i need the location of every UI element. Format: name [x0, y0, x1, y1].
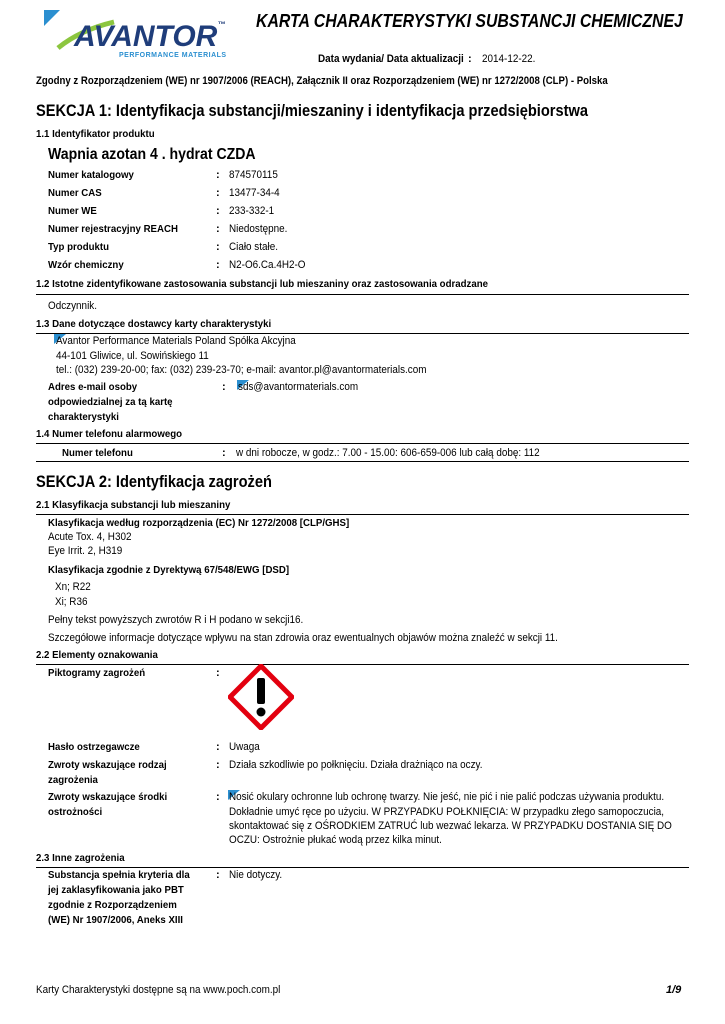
date-value: 2014-12-22. [482, 53, 536, 65]
pbt-value: Nie dotyczy. [229, 869, 283, 881]
logo-word: AVANTOR™ [74, 20, 226, 53]
supplier-address: 44-101 Gliwice, ul. Sowińskiego 11 [56, 350, 209, 362]
field-label: Numer katalogowy [48, 169, 134, 181]
use-text: Odczynnik. [48, 300, 97, 312]
divider [36, 514, 689, 515]
signal-word-value: Uwaga [229, 741, 260, 753]
field-value: Ciało stałe. [229, 241, 278, 253]
precaution-line: Nosić okulary ochronne lub ochronę twarzy. Nie jeść, nie pić i nie palić podczas używania produktu. [229, 791, 665, 803]
field-label: Numer WE [48, 205, 97, 217]
field-label: Numer rejestracyjny REACH [48, 223, 178, 235]
field-value: 874570115 [229, 169, 278, 181]
email-value[interactable]: sds@avantormaterials.com [238, 381, 359, 393]
colon: : [216, 667, 220, 679]
note-health: Szczegółowe informacje dotyczące wpływu na stan zdrowia oraz ewentualnych objawów można znaleźć w sekcji 11. [48, 632, 558, 644]
colon: : [216, 791, 220, 803]
precautionary-statements-label: Zwroty wskazujące środki ostrożności [48, 791, 168, 818]
document-title: KARTA CHARAKTERYSTYKI SUBSTANCJI CHEMICZNEJ [256, 11, 683, 31]
divider [36, 333, 689, 334]
subsection-2-1: 2.1 Klasyfikacja substancji lub mieszaniny [36, 499, 231, 511]
field-value: N2-O6.Ca.4H2-O [229, 259, 306, 271]
divider [36, 461, 689, 462]
divider [36, 294, 689, 295]
pbt-label: Substancja spełnia kryteria dla jej zaklasyfikowania jako PBT zgodnie z Rozporządzeniem (WE) Nr 1907/2006, Aneks XIII [48, 869, 190, 926]
colon: : [216, 169, 220, 181]
colon: : [216, 205, 220, 217]
divider [36, 664, 689, 665]
subsection-1-2: 1.2 Istotne zidentyfikowane zastosowania substancji lub mieszaniny oraz zastosowania odradzane [36, 278, 488, 290]
subsection-2-3: 2.3 Inne zagrożenia [36, 852, 125, 864]
page-number: 1/9 [666, 984, 682, 996]
dsd-item: Xn; R22 [55, 581, 91, 593]
clp-item: Eye Irrit. 2, H319 [48, 545, 123, 557]
field-label: Numer CAS [48, 187, 102, 199]
phone-label: Numer telefonu [62, 447, 133, 459]
date-label: Data wydania/ Data aktualizacji [318, 53, 464, 65]
colon: : [216, 187, 220, 199]
colon: : [222, 447, 226, 459]
divider [36, 443, 689, 444]
subsection-1-4: 1.4 Numer telefonu alarmowego [36, 428, 183, 440]
field-value: Niedostępne. [229, 223, 288, 235]
email-label: Adres e-mail osoby odpowiedzialnej za tą kartę charakterystyki [48, 381, 173, 423]
logo-tagline: PERFORMANCE MATERIALS [119, 52, 227, 59]
dsd-heading: Klasyfikacja zgodnie z Dyrektywą 67/548/EWG [DSD] [48, 564, 290, 576]
colon: : [216, 741, 220, 753]
colon: : [216, 759, 220, 771]
exclamation-mark-ghs07-icon [228, 664, 294, 730]
section1-title: SEKCJA 1: Identyfikacja substancji/mieszaniny i identyfikacja przedsiębiorstwa [36, 101, 588, 120]
subsection-1-3: 1.3 Dane dotyczące dostawcy karty charakterystyki [36, 318, 272, 330]
dsd-item: Xi; R36 [55, 596, 88, 608]
hazard-statements-value: Działa szkodliwie po połknięciu. Działa drażniąco na oczy. [229, 759, 483, 771]
field-value: 233-332-1 [229, 205, 275, 217]
colon: : [222, 381, 226, 393]
supplier-contact: tel.: (032) 239-20-00; fax: (032) 239-23-70; e-mail: avantor.pl@avantormaterials.com [56, 364, 427, 376]
supplier-name: Avantor Performance Materials Poland Spółka Akcyjna [56, 335, 296, 347]
field-value: 13477-34-4 [229, 187, 280, 199]
subsection-2-2: 2.2 Elementy oznakowania [36, 649, 158, 661]
hazard-statements-label: Zwroty wskazujące rodzaj zagrożenia [48, 759, 167, 786]
subsection-1-1: 1.1 Identyfikator produktu [36, 128, 155, 140]
clp-item: Acute Tox. 4, H302 [48, 531, 132, 543]
precaution-line: Dokładnie umyć ręce po użyciu. W PRZYPADKU POŁKNIĘCIA: W przypadku złego samopoczucia, [229, 806, 665, 818]
signal-word-label: Hasło ostrzegawcze [48, 741, 140, 753]
colon: : [216, 223, 220, 235]
phone-value: w dni robocze, w godz.: 7.00 - 15.00: 606-659-006 lub całą dobę: 112 [236, 447, 540, 459]
field-label: Wzór chemiczny [48, 259, 124, 271]
precaution-line: OCZU: Ostrożnie płukać wodą przez kilka minut. [229, 834, 442, 846]
product-name: Wapnia azotan 4 . hydrat CZDA [48, 146, 256, 163]
avantor-logo [44, 8, 244, 63]
regulation-line: Zgodny z Rozporządzeniem (WE) nr 1907/2006 (REACH), Załącznik II oraz Rozporządzeniem (WE) nr 1272/2008 (CLP) - Polska [36, 75, 608, 87]
clp-heading: Klasyfikacja według rozporządzenia (EC) Nr 1272/2008 [CLP/GHS] [48, 517, 350, 529]
footer-text: Karty Charakterystyki dostępne są na www.poch.com.pl [36, 984, 281, 996]
colon: : [216, 259, 220, 271]
section2-title: SEKCJA 2: Identyfikacja zagrożeń [36, 472, 272, 491]
date-colon: : [468, 53, 472, 65]
pictograms-label: Piktogramy zagrożeń [48, 667, 146, 679]
field-label: Typ produktu [48, 241, 109, 253]
precaution-line: skontaktować się z OŚRODKIEM ZATRUĆ lub wezwać lekarza. W PRZYPADKU DOSTANIA SIĘ DO [229, 820, 672, 832]
note-full-text: Pełny tekst powyższych zwrotów R i H podano w sekcji16. [48, 614, 304, 626]
colon: : [216, 869, 220, 881]
colon: : [216, 241, 220, 253]
